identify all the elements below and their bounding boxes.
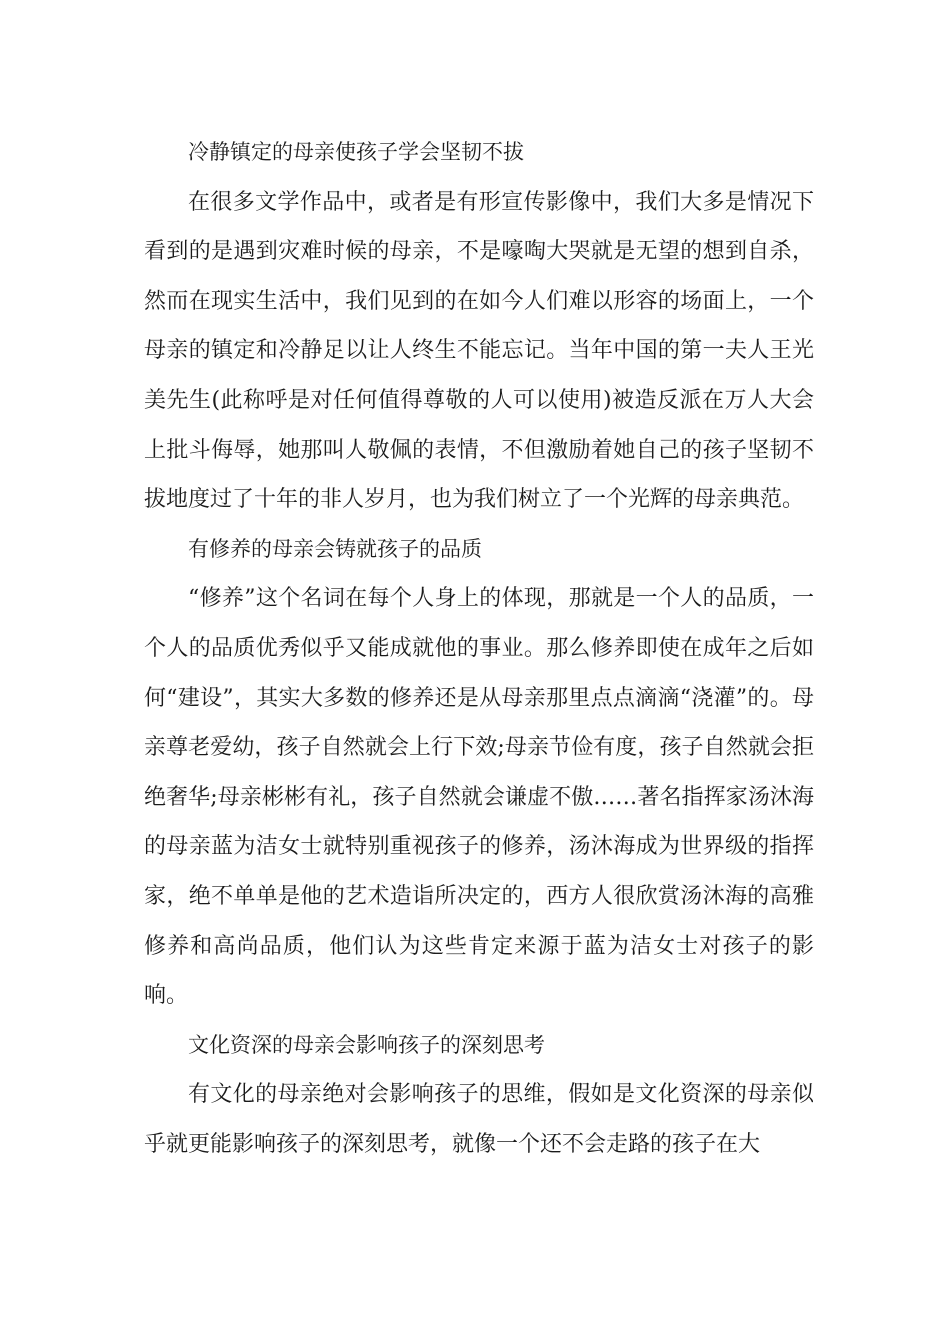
section-paragraph: “修养”这个名词在每个人身上的体现，那就是一个人的品质，一个人的品质优秀似乎又能成就他的事业。那么修养即使在成年之后如何“建设”，其实大多数的修养还是从母亲那里点点滴滴“浇灌”的。母亲尊老爱幼，孩子自然就会上行下效;母亲节俭有度，孩子自然就会拒绝奢华;母亲彬彬有礼，孩子自然就会谦虚不傲……著名指挥家汤沐海的母亲蓝为洁女士就特别重视孩子的修养，汤沐海成为世界级的指挥家，绝不单单是他的艺术造诣所决定的，西方人很欣赏汤沐海的高雅修养和高尚品质，他们认为这些肯定来源于蓝为洁女士对孩子的影响。 (144, 586, 814, 1009)
section-heading: 文化资深的母亲会影响孩子的深刻思考 (188, 1032, 545, 1057)
section-heading: 有修养的母亲会铸就孩子的品质 (188, 536, 482, 561)
section-heading: 冷静镇定的母亲使孩子学会坚韧不拔 (188, 140, 524, 164)
section-paragraph: 有文化的母亲绝对会影响孩子的思维，假如是文化资深的母亲似乎就更能影响孩子的深刻思考，就像一个还不会走路的孩子在大 (144, 1082, 814, 1157)
document-body (144, 128, 814, 1169)
section-paragraph: 在很多文学作品中，或者是有形宣传影像中，我们大多是情况下看到的是遇到灾难时候的母亲，不是嚎啕大哭就是无望的想到自杀，然而在现实生活中，我们见到的在如今人们难以形容的场面上，一个母亲的镇定和冷静足以让人终生不能忘记。当年中国的第一夫人王光美先生(此称呼是对任何值得尊敬的人可以使用)被造反派在万人大会上批斗侮辱，她那叫人敬佩的表情，不但激励着她自己的孩子坚韧不拔地度过了十年的非人岁月，也为我们树立了一个光辉的母亲典范。 (144, 189, 814, 513)
